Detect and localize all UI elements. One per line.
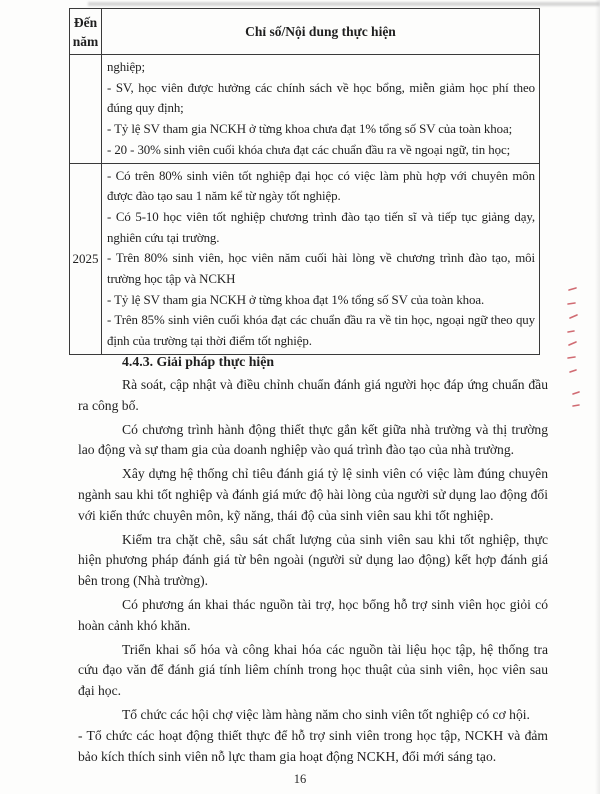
paragraph: Tổ chức các hội chợ việc làm hàng năm cho sinh viên tốt nghiệp có cơ hội.: [122, 706, 530, 722]
table-item: - Có 5-10 học viên tốt nghiệp chương trình đào tạo tiến sĩ và tiếp tục giảng dạy, nghiên cứu tại trường.: [107, 209, 535, 245]
page-number: 16: [293, 772, 307, 786]
paragraph: Có chương trình hành động thiết thực gắn kết giữa nhà trường và thị trường lao động và sự tham gia của doanh nghiệp vào quá trình đào tạo của nhà trường.: [78, 421, 548, 458]
indicator-table: [69, 8, 540, 355]
section-body: [78, 351, 548, 767]
table-header-row: [70, 9, 540, 55]
table-header-year: Đến năm: [70, 9, 102, 55]
table-row: [70, 163, 540, 354]
table-item: - SV, học viên được hưởng các chính sách về học bổng, miễn giảm học phí theo đúng quy định;: [107, 80, 535, 116]
handwritten-margin-marks: [560, 282, 582, 422]
paragraph: Kiểm tra chặt chẽ, sâu sát chất lượng của sinh viên sau khi tốt nghiệp, thực hiện phương pháp đánh giá từ bên ngoài (người sử dụng lao động) kết hợp đánh giá bên trong (Nhà trường).: [78, 531, 548, 589]
table-item: - Trên 80% sinh viên, học viên năm cuối hài lòng về chương trình đào tạo, môi trường học tập và NCKH: [107, 251, 535, 287]
table-item: - 20 - 30% sinh viên cuối khóa chưa đạt các chuẩn đầu ra về ngoại ngữ, tin học;: [107, 142, 511, 157]
table-header-content: Chỉ số/Nội dung thực hiện: [102, 9, 540, 55]
table-item: - Trên 85% sinh viên cuối khóa đạt các chuẩn đầu ra về tin học, ngoại ngữ theo quy định của trường tại thời điểm tốt nghiệp.: [107, 313, 535, 349]
scan-smudge: [88, 2, 600, 6]
table-item: nghiệp;: [107, 60, 145, 74]
table-cell-year: [70, 55, 102, 164]
paragraph: Xây dựng hệ thống chỉ tiêu đánh giá tỷ lệ sinh viên có việc làm đúng chuyên ngành sau khi tốt nghiệp và đánh giá mức độ hài lòng của người sử dụng lao động đối với kiến thức chuyên môn, kỹ năng, thái độ của sinh viên sau khi tốt nghiệp.: [78, 466, 548, 523]
paragraph: Có phương án khai thác nguồn tài trợ, học bổng hỗ trợ sinh viên học giỏi có hoàn cảnh khó khăn.: [78, 596, 548, 633]
scan-edge-shadow: [595, 0, 600, 794]
table-item: - Tỷ lệ SV tham gia NCKH ở từng khoa chưa đạt 1% tổng số SV của toàn khoa;: [107, 122, 513, 137]
table-cell-year: 2025: [70, 163, 102, 354]
paragraph: Rà soát, cập nhật và điều chỉnh chuẩn đánh giá người học đáp ứng chuẩn đầu ra công bố.: [78, 377, 548, 413]
table-item: - Tỷ lệ SV tham gia NCKH ở từng khoa đạt 1% tổng số SV của toàn khoa.: [107, 292, 485, 307]
paragraph: Triển khai số hóa và công khai hóa các nguồn tài liệu học tập, hệ thống tra cứu đạo văn để đánh giá tính liêm chính trong học thuật của sinh viên, học viên sau đại học.: [78, 641, 548, 699]
table-row: [70, 55, 540, 164]
table-cell-content: [102, 163, 540, 354]
table-item: - Có trên 80% sinh viên tốt nghiệp đại học có việc làm phù hợp với chuyên môn được đào tạo sau 1 năm kể từ ngày tốt nghiệp.: [107, 168, 535, 204]
section-heading: 4.4.3. Giải pháp thực hiện: [122, 354, 275, 369]
paragraph: - Tổ chức các hoạt động thiết thực để hỗ trợ sinh viên trong học tập, NCKH và đảm bảo kích thích sinh viên nỗ lực tham gia hoạt động NCKH, đổi mới sáng tạo.: [78, 727, 548, 764]
table-cell-content: [102, 55, 540, 164]
